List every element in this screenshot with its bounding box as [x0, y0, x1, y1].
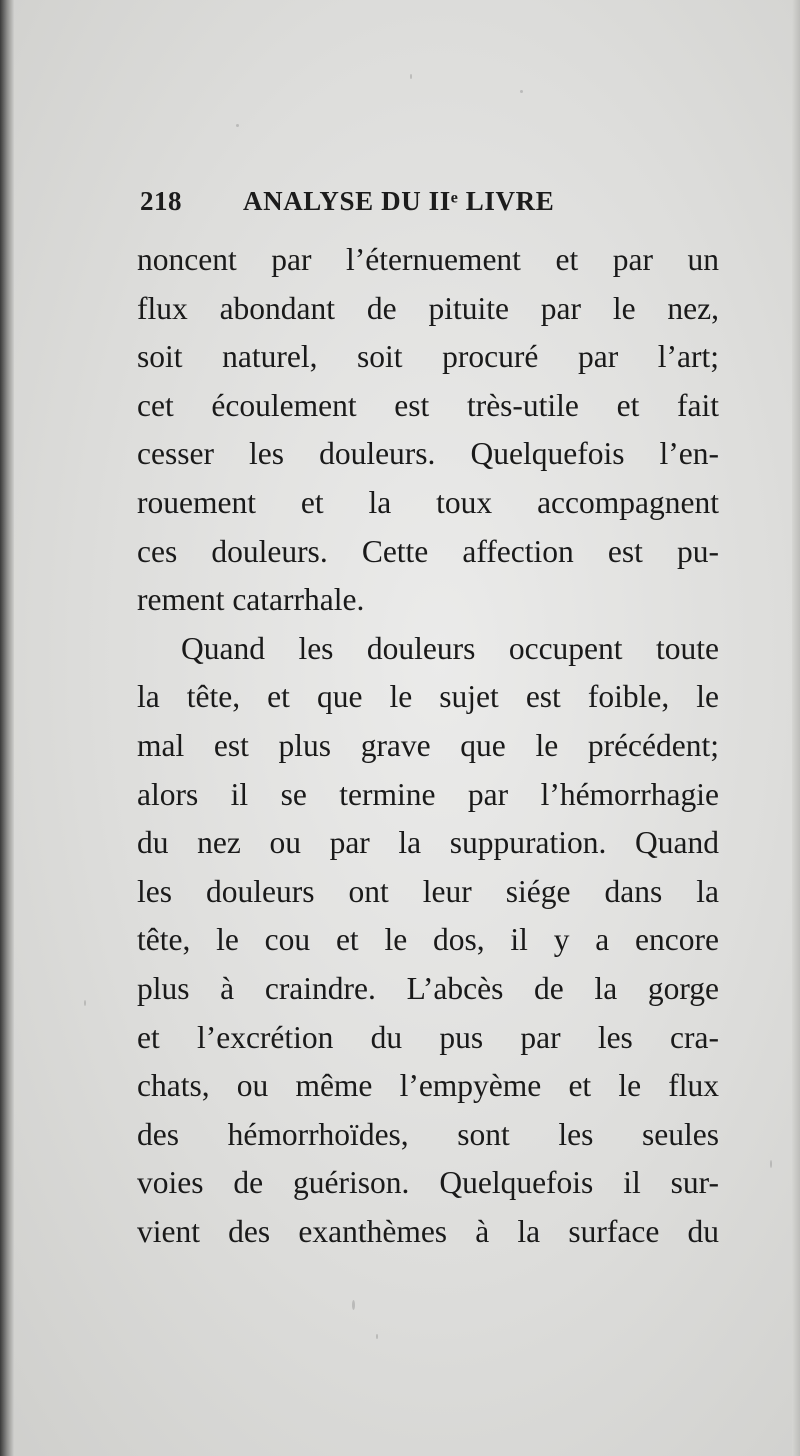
paragraph: [137, 236, 719, 625]
page-number: 218: [140, 186, 182, 216]
page-header: [140, 186, 720, 226]
paper-speck: [770, 1160, 772, 1168]
body-text: [137, 236, 719, 1256]
text-line: mal est plus grave que le précédent;: [137, 727, 719, 763]
text-line: vient des exanthèmes à la surface du: [137, 1213, 719, 1249]
text-line: ces douleurs. Cette affection est pu-: [137, 533, 719, 569]
text-line: et l’excrétion du pus par les cra-: [137, 1019, 719, 1055]
paper-speck: [410, 74, 412, 79]
text-line: voies de guérison. Quelquefois il sur-: [137, 1165, 719, 1201]
paper-speck: [236, 124, 239, 127]
text-line: soit naturel, soit procuré par l’art;: [137, 339, 719, 375]
paper-speck: [520, 90, 523, 93]
text-line: cesser les douleurs. Quelquefois l’en-: [137, 436, 719, 472]
running-title: ANALYSE DU IIᵉ LIVRE: [243, 186, 555, 216]
paragraph: [137, 625, 719, 1257]
text-line: tête, le cou et le dos, il y a encore: [137, 922, 719, 958]
text-line: Quand les douleurs occupent toute: [181, 630, 719, 666]
text-line: la tête, et que le sujet est foible, le: [137, 679, 719, 715]
paper-speck: [84, 1000, 86, 1006]
text-line: alors il se termine par l’hémorrhagie: [137, 776, 719, 812]
text-line: rouement et la toux accompagnent: [137, 484, 719, 520]
text-line: flux abondant de pituite par le nez,: [137, 290, 719, 326]
page-right-edge: [792, 0, 800, 1456]
text-line: chats, ou même l’empyème et le flux: [137, 1068, 719, 1104]
text-line: des hémorrhoïdes, sont les seules: [137, 1116, 719, 1152]
paper-speck: [376, 1334, 378, 1339]
text-line: du nez ou par la suppuration. Quand: [137, 825, 719, 861]
page-binding-shadow: [0, 0, 14, 1456]
text-line: noncent par l’éternuement et par un: [137, 242, 719, 277]
text-line: les douleurs ont leur siége dans la: [137, 873, 719, 909]
text-line: cet écoulement est très-utile et fait: [137, 387, 719, 423]
text-line: rement catarrhale.: [137, 582, 365, 618]
text-line: plus à craindre. L’abcès de la gorge: [137, 970, 719, 1006]
paper-speck: [352, 1300, 355, 1310]
